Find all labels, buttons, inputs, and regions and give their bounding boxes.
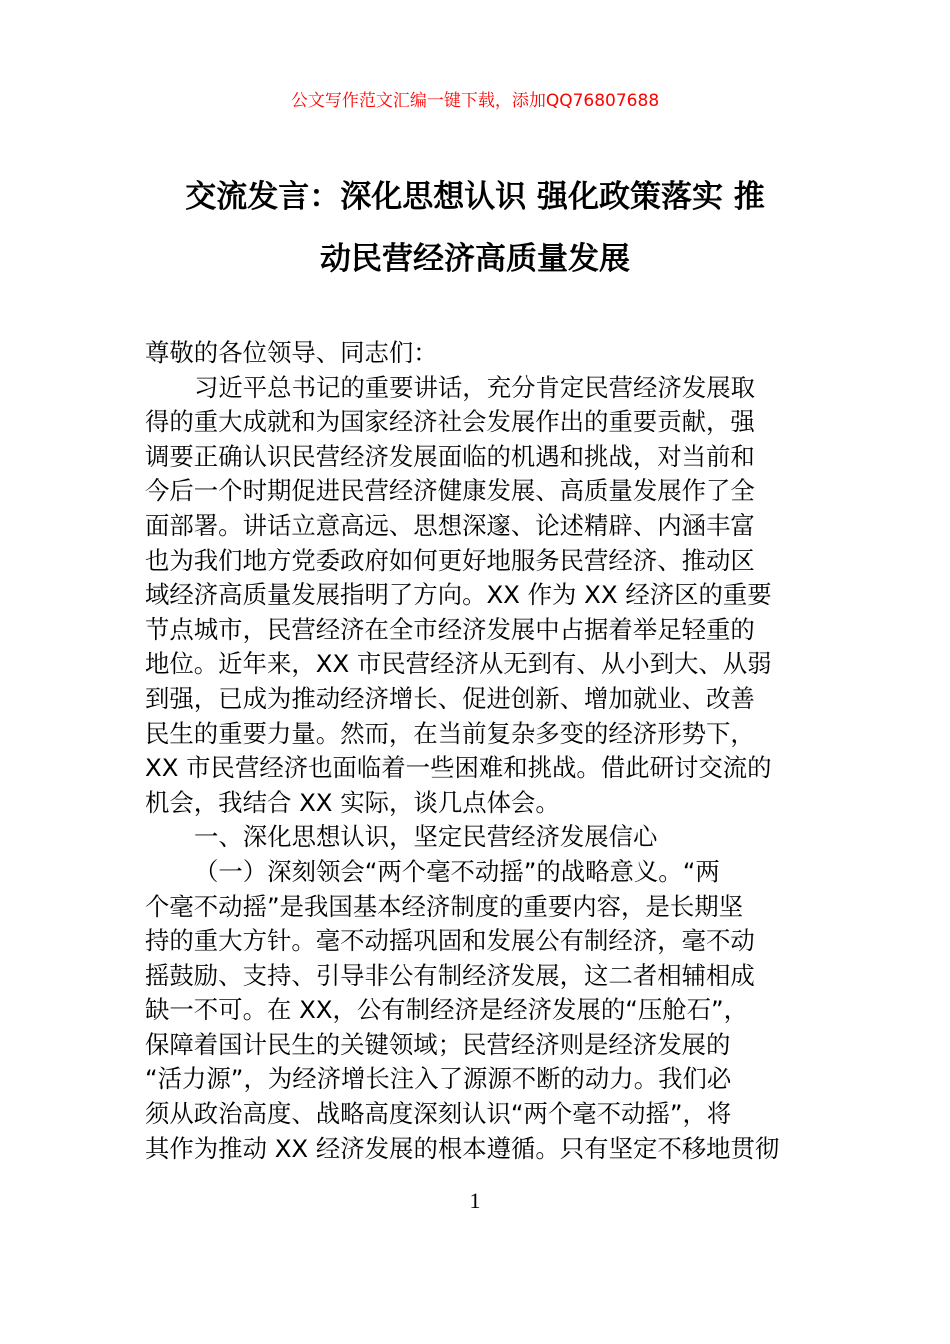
paragraph-line: 地位。近年来，XX 市民营经济从无到有、从小到大、从弱 — [145, 649, 772, 679]
paragraph-line: 缺一不可。在 XX，公有制经济是经济发展的“压舱石”， — [145, 995, 749, 1025]
title-line: 动民营经济高质量发展 — [320, 241, 630, 277]
paragraph-line: XX 市民营经济也面临着一些困难和挑战。借此研讨交流的 — [145, 753, 772, 783]
paragraph-line: 得的重大成就和为国家经济社会发展作出的重要贡献，强 — [145, 407, 755, 437]
paragraph-line: （一）深刻领会“两个毫不动摇”的战略意义。“两 — [194, 856, 720, 886]
paragraph-line: 民生的重要力量。然而，在当前复杂多变的经济形势下， — [145, 718, 755, 748]
paragraph-line: 域经济高质量发展指明了方向。XX 作为 XX 经济区的重要 — [145, 580, 772, 610]
paragraph-line: 习近平总书记的重要讲话，充分肯定民营经济发展取 — [194, 372, 755, 402]
document-title — [130, 166, 820, 290]
document-body — [145, 336, 825, 1166]
paragraph-line: 持的重大方针。毫不动摇巩固和发展公有制经济，毫不动 — [145, 926, 755, 956]
paragraph-line: 个毫不动摇”是我国基本经济制度的重要内容，是长期坚 — [145, 891, 744, 921]
paragraph-line: 到强，已成为推动经济增长、促进创新、增加就业、改善 — [145, 683, 755, 713]
title-line: 交流发言：深化思想认识 强化政策落实 推 — [185, 179, 765, 215]
page-number: 1 — [469, 1188, 481, 1213]
paragraph-line: 调要正确认识民营经济发展面临的机遇和挑战，对当前和 — [145, 441, 755, 471]
header-banner: 公文写作范文汇编一键下载，添加QQ76807688 — [290, 91, 660, 111]
salutation: 尊敬的各位领导、同志们： — [145, 338, 438, 367]
paragraph-line: 也为我们地方党委政府如何更好地服务民营经济、推动区 — [145, 545, 755, 575]
paragraph-line: “活力源”，为经济增长注入了源源不断的动力。我们必 — [145, 1064, 732, 1094]
paragraph-line: 机会，我结合 XX 实际，谈几点体会。 — [145, 787, 560, 817]
paragraph-line: 面部署。讲话立意高远、思想深邃、论述精辟、内涵丰富 — [145, 510, 755, 540]
paragraph-line: 节点城市，民营经济在全市经济发展中占据着举足轻重的 — [145, 614, 755, 644]
paragraph-line: 保障着国计民生的关键领域；民营经济则是经济发展的 — [145, 1029, 731, 1059]
paragraph-line: 今后一个时期促进民营经济健康发展、高质量发展作了全 — [145, 476, 755, 506]
paragraph-line: 须从政治高度、战略高度深刻认识“两个毫不动摇”，将 — [145, 1099, 732, 1129]
paragraph-line: 其作为推动 XX 经济发展的根本遵循。只有坚定不移地贯彻 — [145, 1133, 780, 1163]
section-heading: 一、深化思想认识，坚定民营经济发展信心 — [194, 822, 658, 852]
paragraph-line: 摇鼓励、支持、引导非公有制经济发展，这二者相辅相成 — [145, 960, 755, 990]
